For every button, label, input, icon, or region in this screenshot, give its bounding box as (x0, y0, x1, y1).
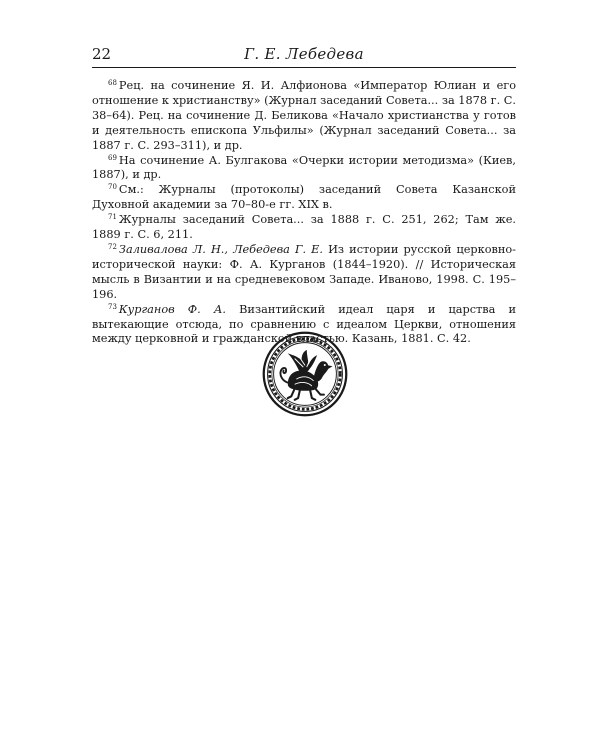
footnote-number: 71 (108, 213, 117, 222)
footnote-author: Заливалова Л. Н., Лебедева Г. Е. (118, 242, 323, 256)
footnote-text: Журналы заседаний Совета... за 1888 г. С. 251, 262; Там же. 1889 г. С. 6, 211. (92, 213, 516, 242)
footnote-text: Из истории русской церковно-исторической науки: Ф. А. Курганов (1844–1920). // Историческая мысль в Византии и на средневековом Западе. Иваново, 1998. С. 195–196. (92, 242, 517, 301)
footnote-68 (92, 79, 516, 154)
footnote-71 (92, 213, 516, 243)
footnote-number: 72 (108, 242, 117, 251)
running-head (92, 44, 516, 68)
footnotes (92, 79, 516, 347)
footnote-text: На сочинение А. Булгакова «Очерки истории методизма» (Киев, 1887), и др. (92, 153, 516, 182)
footnote-70 (92, 183, 516, 213)
footnote-author: Курганов Ф. А. (118, 302, 227, 316)
footnote-text: Византийский идеал царя и царства и вытекающие отсюда, по сравнению с идеалом Церкви, отношения между церковной и гражданской властью. Казань, 1881. С. 42. (92, 302, 516, 346)
header-rule (92, 67, 516, 68)
footnote-69 (92, 154, 516, 184)
footnote-number: 70 (108, 183, 117, 192)
page-number: 22 (92, 45, 112, 63)
running-title: Г. Е. Лебедева (244, 45, 364, 63)
footnote-number: 73 (108, 302, 117, 311)
footnote-number: 69 (108, 153, 117, 162)
footnote-text: Рец. на сочинение Я. И. Алфионова «Император Юлиан и его отношение к христианству» (Журнал заседаний Совета... за 1878 г. С. 38–64). Рец. на сочинение Д. Беликова «Начало христианства у готов и деятельность епископа Ульфилы» (Журнал заседаний Совета... за 1887 г. С. 293–311), и др. (92, 79, 516, 152)
griffin-medallion-icon (262, 331, 348, 417)
footnote-72 (92, 243, 516, 303)
footnote-number: 68 (108, 79, 117, 87)
footnote-text: См.: Журналы (протоколы) заседаний Совета Казанской Духовной академии за 70–80-е гг. XIX в. (92, 183, 516, 212)
